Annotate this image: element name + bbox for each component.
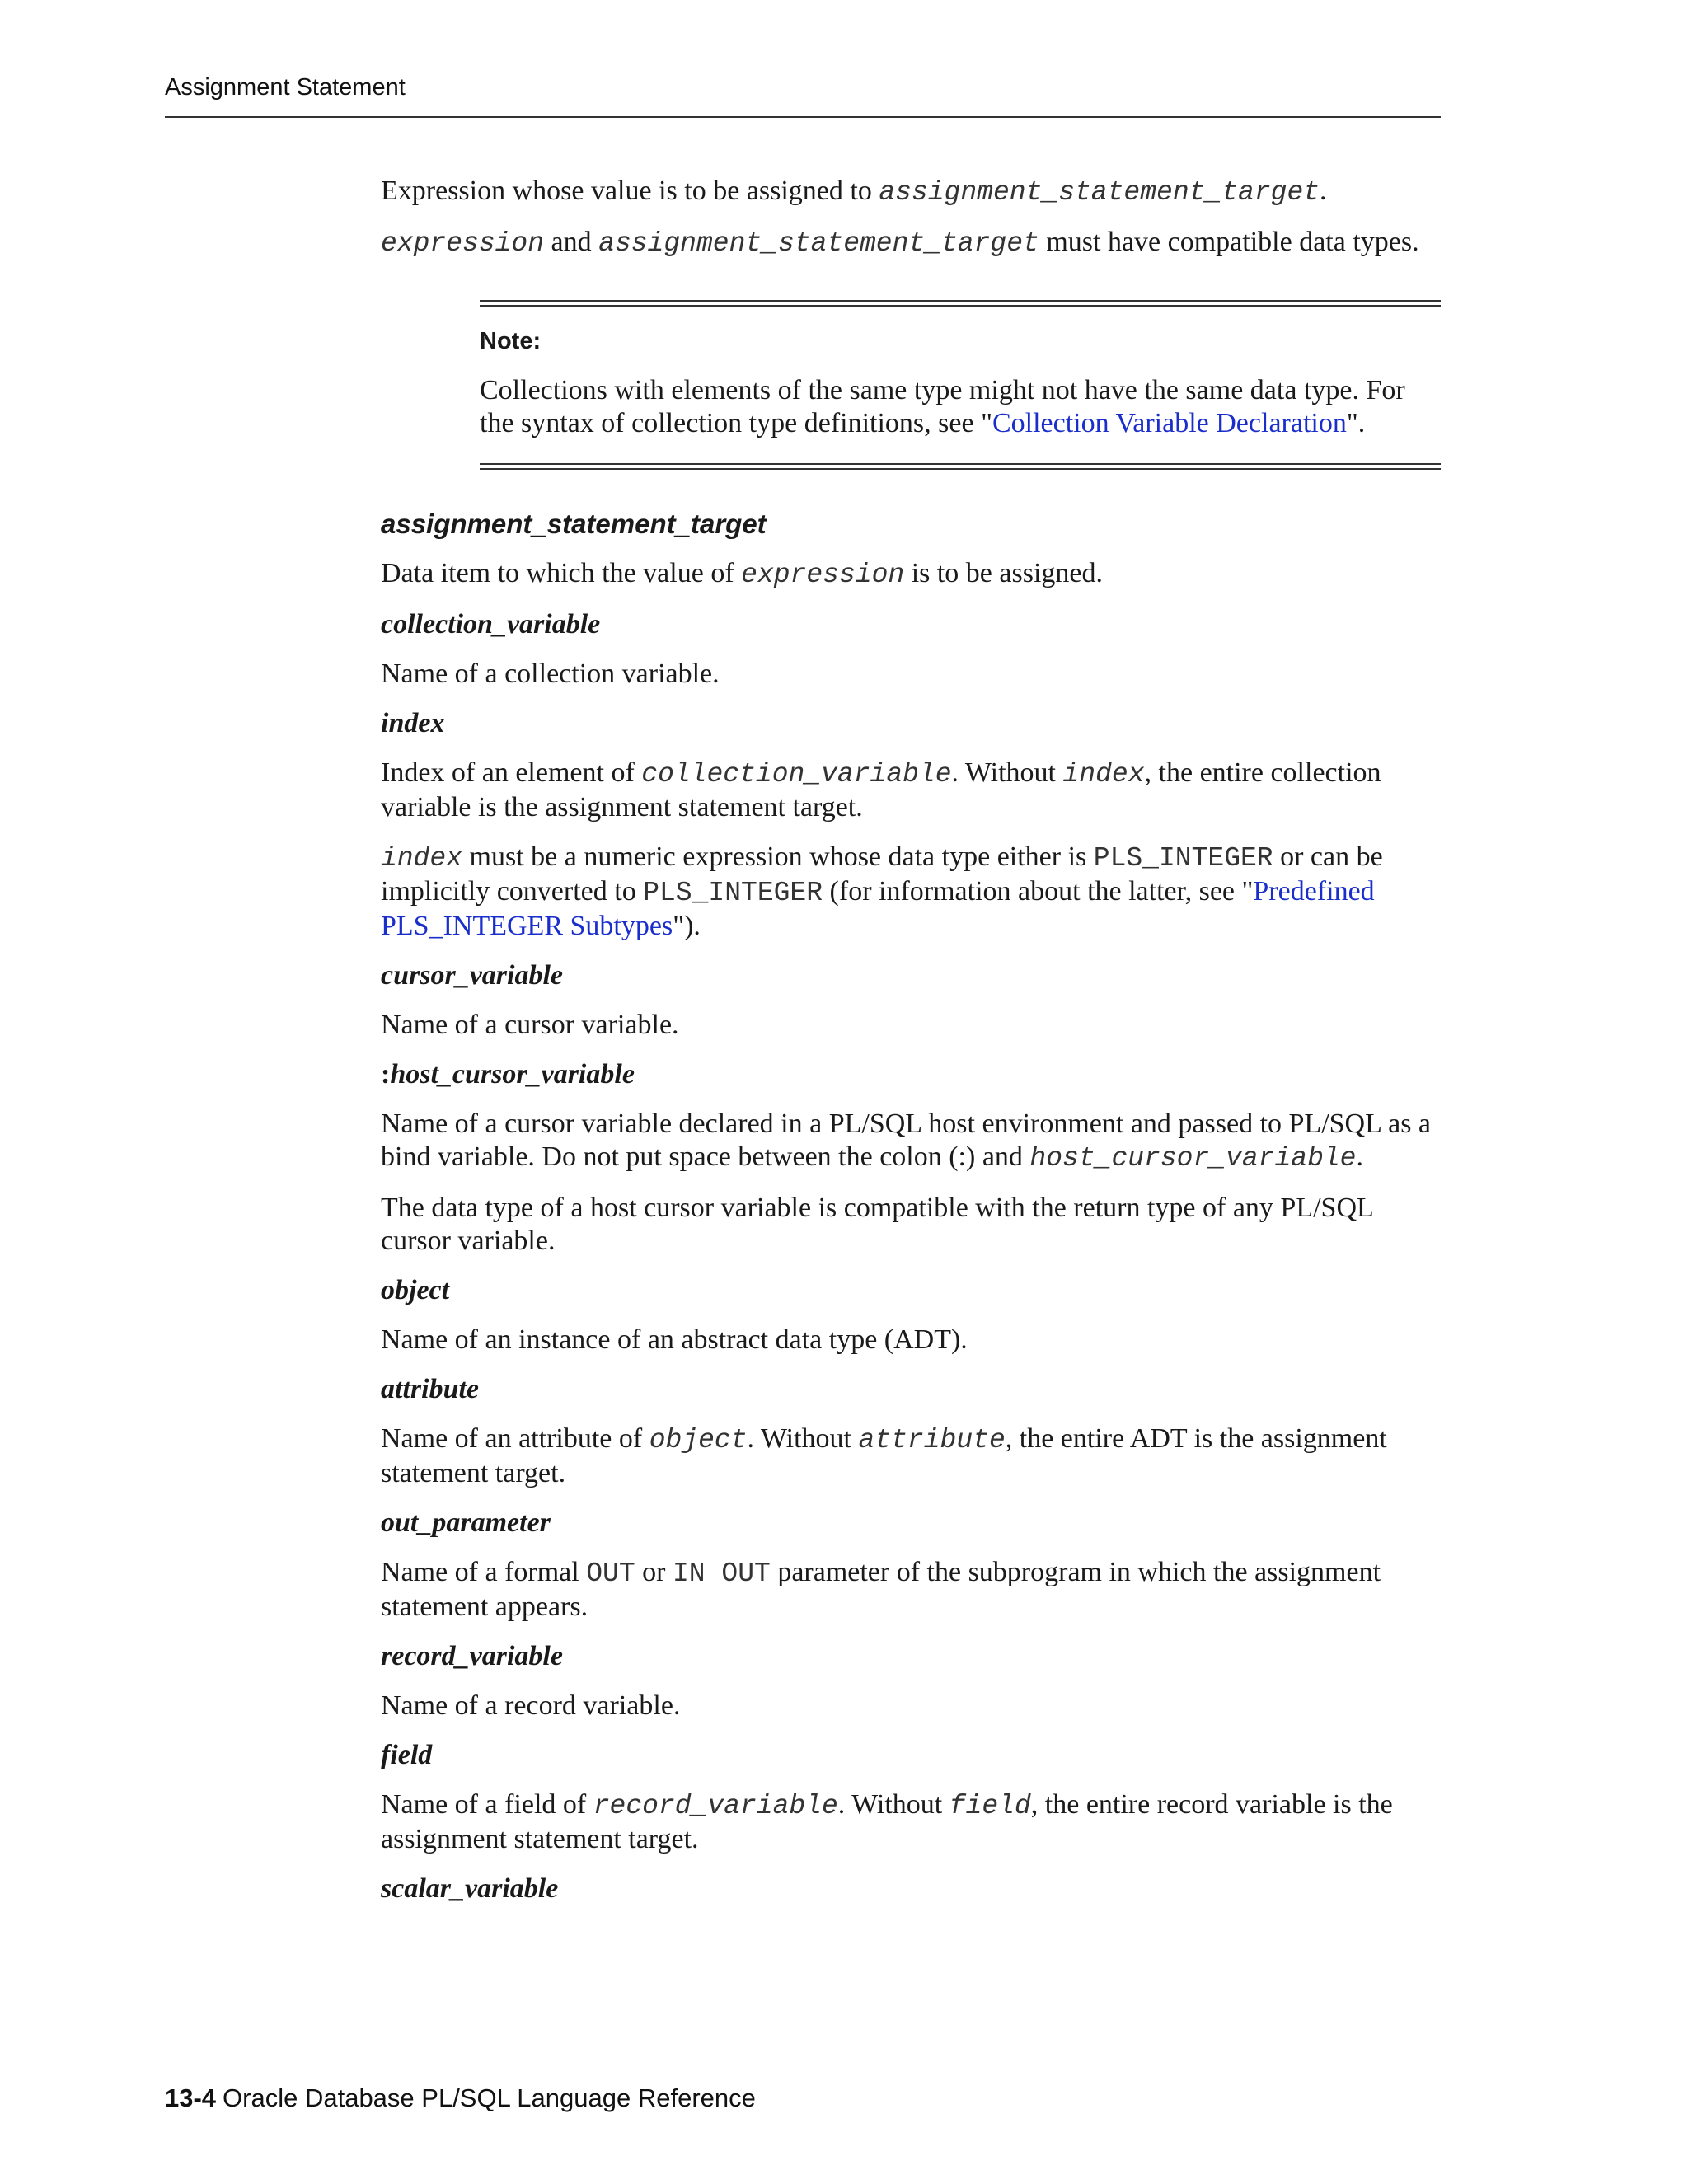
collection-variable-description: Name of a collection variable. <box>381 658 720 689</box>
object-description: Name of an instance of an abstract data type (ADT). <box>381 1324 968 1355</box>
assignment-target-description <box>381 557 1444 592</box>
text: and <box>544 227 599 257</box>
text: "). <box>673 911 701 941</box>
term-object: object <box>381 1275 450 1305</box>
code-term: IN OUT <box>672 1558 771 1589</box>
text: . <box>1356 1141 1363 1172</box>
collection-variable-declaration-link[interactable]: Collection Variable Declaration <box>992 408 1347 438</box>
colon: : <box>381 1059 391 1090</box>
code-term: host_cursor_variable <box>1029 1143 1357 1174</box>
text: host_cursor_variable <box>390 1059 635 1090</box>
code-term: assignment_statement_target <box>879 177 1320 208</box>
term-record-variable: record_variable <box>381 1641 563 1671</box>
attribute-description <box>381 1422 1444 1490</box>
code-term: record_variable <box>593 1791 838 1821</box>
term-host-cursor-variable <box>381 1058 1444 1091</box>
text: must have compatible data types. <box>1039 227 1419 257</box>
term-attribute: attribute <box>381 1374 480 1404</box>
code-term: index <box>381 843 463 874</box>
text: or can be implicitly converted to <box>381 841 1383 907</box>
field-description <box>381 1788 1444 1856</box>
term-field: field <box>381 1740 433 1770</box>
text: or <box>635 1557 673 1587</box>
text: Name of a field of <box>381 1789 593 1820</box>
code-term: PLS_INTEGER <box>643 878 823 908</box>
page-content <box>381 175 1444 1922</box>
text: , the entire collection variable is the assignment statement target. <box>381 757 1381 823</box>
code-term: field <box>949 1791 1031 1821</box>
text: is to be assigned. <box>904 558 1103 588</box>
host-cursor-variable-description <box>381 1108 1444 1175</box>
term-collection-variable: collection_variable <box>381 609 601 640</box>
out-parameter-description <box>381 1556 1444 1624</box>
note-body <box>480 374 1441 440</box>
host-cursor-compat-description: The data type of a host cursor variable is compatible with the return type of any PL/SQL cursor variable. <box>381 1193 1373 1256</box>
text: Expression whose value is to be assigned to <box>381 176 879 206</box>
running-header: Assignment Statement <box>165 74 406 101</box>
code-term: attribute <box>858 1425 1006 1455</box>
page-number: 13-4 <box>165 2083 217 2112</box>
note-box <box>480 300 1441 470</box>
expression-description <box>381 175 1444 209</box>
text: ". <box>1346 408 1366 438</box>
index-description <box>381 757 1444 824</box>
book-title: Oracle Database PL/SQL Language Reference <box>223 2083 756 2112</box>
note-title: Note: <box>480 328 542 354</box>
text: Collections with elements of the same type might not have the same data type. For the syntax of collection type definitions, see " <box>480 375 1405 438</box>
note-bottom-rule <box>480 463 1441 470</box>
term-cursor-variable: cursor_variable <box>381 960 563 991</box>
expression-compat-description <box>381 226 1444 260</box>
predefined-pls-integer-subtypes-link[interactable]: Predefined PLS_INTEGER Subtypes <box>381 876 1375 941</box>
code-term: index <box>1062 759 1145 790</box>
text: Index of an element of <box>381 757 642 788</box>
index-type-description <box>381 841 1444 943</box>
record-variable-description: Name of a record variable. <box>381 1690 681 1721</box>
text: Name of a formal <box>381 1557 587 1587</box>
code-term: PLS_INTEGER <box>1093 843 1273 874</box>
text: . Without <box>837 1789 950 1820</box>
code-term: collection_variable <box>641 759 952 790</box>
text: Data item to which the value of <box>381 558 742 588</box>
code-term: expression <box>381 228 545 259</box>
code-term: expression <box>741 560 905 590</box>
cursor-variable-description: Name of a cursor variable. <box>381 1010 679 1040</box>
text: . Without <box>951 757 1063 788</box>
code-term: OUT <box>586 1558 635 1589</box>
term-scalar-variable: scalar_variable <box>381 1873 559 1904</box>
term-out-parameter: out_parameter <box>381 1507 551 1538</box>
text: . <box>1320 176 1327 206</box>
note-top-rule <box>480 300 1441 307</box>
text: . Without <box>747 1423 859 1454</box>
header-rule <box>165 116 1441 118</box>
text: , the entire ADT is the assignment statement target. <box>381 1423 1387 1488</box>
code-term: assignment_statement_target <box>598 228 1039 259</box>
text: (for information about the latter, see " <box>823 876 1254 907</box>
text: parameter of the subprogram in which the assignment statement appears. <box>381 1557 1381 1622</box>
term-index: index <box>381 708 445 738</box>
term-assignment-statement-target: assignment_statement_target <box>381 509 767 539</box>
text: Name of an attribute of <box>381 1423 649 1454</box>
page-footer <box>165 2083 756 2113</box>
code-term: object <box>649 1425 748 1455</box>
text: must be a numeric expression whose data type either is <box>462 841 1094 872</box>
text: , the entire record variable is the assignment statement target. <box>381 1789 1393 1854</box>
text: Name of a cursor variable declared in a PL/SQL host environment and passed to PL/SQL as a bind variable. Do not put space between the colon (:) and <box>381 1108 1432 1172</box>
